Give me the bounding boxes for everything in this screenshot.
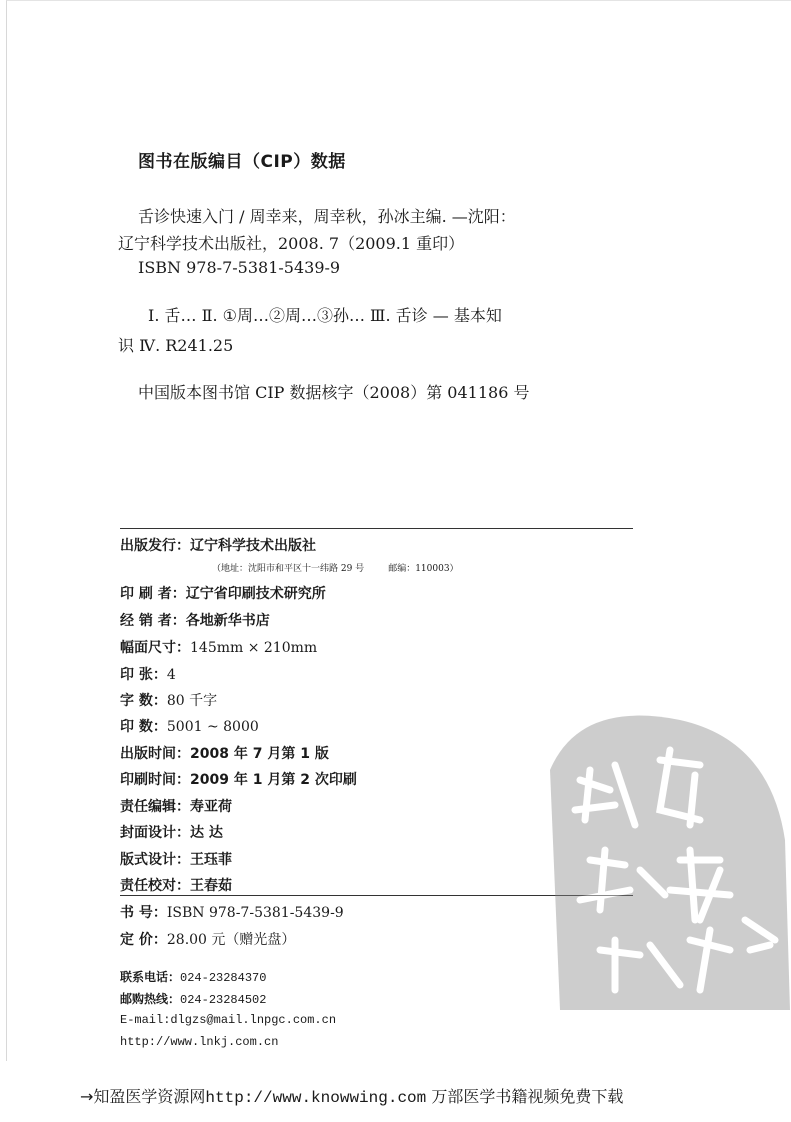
footer-tagline: 万部医学书籍视频免费下载 [426,1087,624,1106]
pubtime-label: 出版时间： [120,746,190,762]
phone-value: 024-23284370 [180,971,267,985]
cover-label: 封面设计： [120,825,190,841]
price-row [120,929,295,949]
printer-label: 印 刷 者： [120,586,186,602]
price-value: 28.00 元（赠光盘） [166,932,296,948]
price-label: 定 价： [120,932,167,948]
cip-isbn-line: ISBN 978-7-5381-5439-9 [138,258,341,277]
distributor-label: 经 销 者： [120,613,186,629]
printtime-value: 2009 年 1 月第 2 次印刷 [190,772,357,788]
sheets-value: 4 [166,667,176,683]
divider-top [120,528,633,529]
printer-value: 辽宁省印刷技术研究所 [185,586,326,602]
layout-label: 版式设计： [120,852,190,868]
email-row [120,1012,336,1027]
copies-label: 印 数： [120,719,167,735]
address-text: （地址：沈阳市和平区十一纬路 29 号 [212,564,365,574]
words-row [120,690,217,710]
mail-order-value: 024-23284502 [180,993,267,1007]
words-value: 80 千字 [166,693,218,709]
size-value: 145mm × 210mm [190,640,318,656]
words-label: 字 数： [120,693,167,709]
mail-order-label: 邮购热线： [120,992,181,1006]
footer-banner [80,1084,623,1107]
cip-book-title-line: 舌诊快速入门 / 周幸来，周幸秋，孙冰主编. —沈阳： [138,207,516,226]
layout-value: 王珏菲 [190,852,232,868]
proof-row [120,875,232,895]
cover-value: 达 达 [190,825,223,841]
size-row [120,637,317,657]
footer-site-name: 知盈医学资源网 [93,1087,206,1106]
cip-subject-line: Ⅰ. 舌… Ⅱ. ①周…②周…③孙… Ⅲ. 舌诊 — 基本知 [148,306,502,325]
pubtime-row [120,743,329,763]
footer-url-link[interactable]: http://www.knowwing.com [205,1089,427,1107]
email-text: E-mail:dlgzs@mail.lnpgc.com.cn [120,1013,337,1027]
isbn-label: 书 号： [120,905,167,921]
address-row [212,561,459,574]
web-row [120,1034,278,1049]
watermark-seal-icon [520,690,791,1020]
postcode-text: 邮编：110003） [388,564,459,574]
distributor-value: 各地新华书店 [185,613,270,629]
isbn-row [120,902,344,922]
phone-label: 联系电话： [120,970,181,984]
editor-label: 责任编辑： [120,799,190,815]
editor-value: 寿亚荷 [190,799,232,815]
publisher-value: 辽宁科学技术出版社 [190,538,316,554]
size-label: 幅面尺寸： [120,640,190,656]
mail-order-row [120,990,266,1007]
cip-publisher-line: 辽宁科学技术出版社，2008. 7（2009.1 重印） [118,234,465,253]
sheets-row [120,664,176,684]
web-text: http://www.lnkj.com.cn [120,1035,279,1049]
proof-value: 王春茹 [190,878,232,894]
editor-row [120,796,232,816]
cip-record-number: 中国版本图书馆 CIP 数据核字（2008）第 041186 号 [138,383,530,402]
printtime-label: 印刷时间： [120,772,190,788]
distributor-row [120,610,270,630]
publisher-row [120,535,316,555]
printer-row [120,583,326,603]
copies-row [120,716,259,736]
layout-row [120,849,232,869]
printtime-row [120,769,357,789]
proof-label: 责任校对： [120,878,190,894]
copies-value: 5001 ~ 8000 [166,719,259,735]
publisher-label: 出版发行： [120,538,190,554]
sheets-label: 印 张： [120,667,167,683]
phone-row [120,968,266,985]
cip-title: 图书在版编目（CIP）数据 [138,152,346,172]
cover-row [120,822,223,842]
cip-classification-line: 识 Ⅳ. R241.25 [118,336,234,355]
arrow-icon: → [80,1087,94,1106]
pubtime-value: 2008 年 7 月第 1 版 [190,746,329,762]
isbn-value: ISBN 978-7-5381-5439-9 [166,905,344,921]
